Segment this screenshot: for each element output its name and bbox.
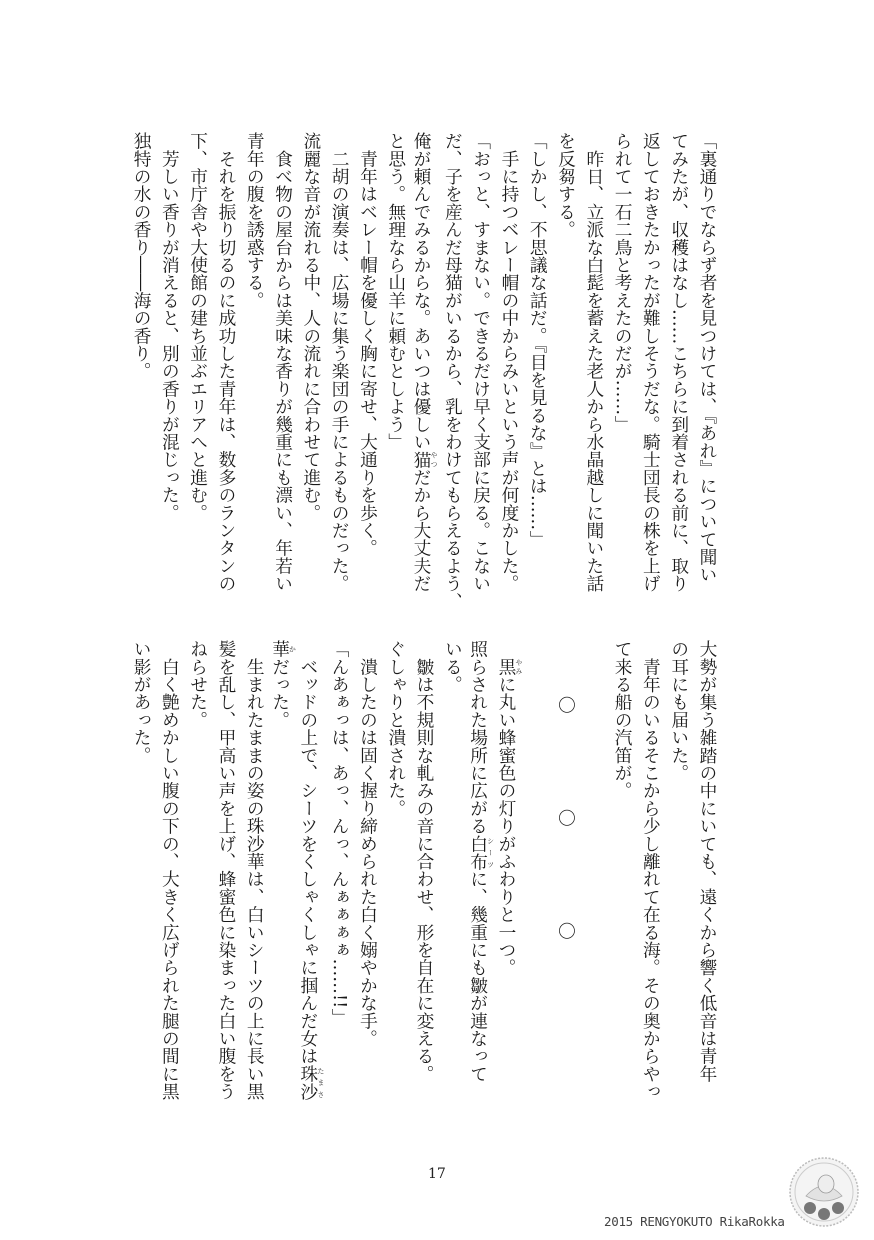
text-segment: 生まれたままの姿の珠沙華は、白いシーツの上に長い黒 <box>244 640 265 1101</box>
text-segment: 返しておきたかったが難しそうだな。騎士団長の株を上げ <box>640 132 661 593</box>
text-line <box>268 640 296 1110</box>
text-segment: 大勢が集う雑踏の中にいても、遠くから響く低音は青年 <box>697 640 717 1083</box>
ruby-base: 珠沙 <box>297 1064 318 1101</box>
text-line <box>155 132 183 602</box>
text-line <box>608 640 636 1110</box>
text-line <box>183 132 211 602</box>
text-segment: 「裏通りでならず者を見つけては、『あれ』について聞い <box>697 132 717 584</box>
text-line <box>297 640 325 1110</box>
ruby-base: 白布 <box>467 834 488 871</box>
ruby-text: たまさ <box>316 1064 325 1101</box>
text-segment: 照らされた場所に広がる <box>467 640 488 835</box>
text-segment: 青年のいるそこから少し離れて在る海。その奥からやっ <box>640 640 661 1101</box>
text-line <box>466 132 494 602</box>
text-line <box>381 132 409 602</box>
text-line <box>438 132 466 610</box>
text-line <box>466 640 494 1110</box>
text-segment: 俺が頼んでみるからな。あいつは優しい <box>411 132 432 451</box>
text-line <box>240 640 268 1110</box>
text-segment: ねらせた。 <box>187 640 208 729</box>
text-segment: 食べ物の屋台からは美味な香りが幾重にも漂い、年若い <box>272 132 293 593</box>
text-segment: 青年はベレー帽を優しく胸に寄せ、大通りを歩く。 <box>357 132 378 557</box>
text-line <box>608 132 636 602</box>
text-segment: ぐしゃりと潰された。 <box>385 640 406 817</box>
ruby-annotation <box>467 834 495 871</box>
text-line <box>268 132 296 602</box>
text-line <box>410 640 438 1110</box>
text-line <box>664 132 692 602</box>
text-block-bottom <box>126 640 721 1110</box>
text-segment: 潰したのは固く握り締められた白く嫋やかな手。 <box>357 640 378 1048</box>
text-segment: てみたが、収穫はなし……こちらに到着される前に、取り <box>668 132 689 593</box>
text-line <box>325 132 353 602</box>
ruby-text: か <box>288 640 297 658</box>
text-segment: 皺は不規則な軋みの音に合わせ、形を自在に変える。 <box>414 640 435 1083</box>
ruby-annotation <box>269 640 297 658</box>
text-segment: ベッドの上で、シーツをくしゃくしゃに掴んだ女は <box>297 640 318 1065</box>
text-segment: 昨日、立派な白髭を蓄えた老人から水晶越しに聞いた話 <box>583 132 604 593</box>
text-line <box>325 640 353 1110</box>
ruby-text: やみ <box>514 657 523 676</box>
text-segment: いる。 <box>442 640 463 694</box>
text-segment: 「しかし、不思議な話だ。『目を見るな』とは……」 <box>527 132 548 548</box>
text-segment <box>496 640 516 658</box>
text-segment: と思う。無理なら山羊に頼むとしよう」 <box>385 132 406 451</box>
text-segment: 流麗な音が流れる中、人の流れに合わせて進む。 <box>300 132 321 522</box>
text-line <box>127 132 155 602</box>
text-line <box>381 640 409 1110</box>
text-block-top <box>126 132 721 610</box>
text-line <box>636 132 664 602</box>
text-segment: の耳にも届いた。 <box>668 640 689 782</box>
footer-credit: 2015 RENGYOKUTO RikaRokka <box>604 1214 785 1229</box>
circle-logo-emblem <box>788 1156 860 1228</box>
text-segment: だから大丈夫だ <box>411 468 432 593</box>
ruby-text: やつ <box>430 450 439 469</box>
text-segment: だ、子を産んだ母猫がいるから、乳をわけてもらえるよう、 <box>442 132 463 610</box>
text-segment: 独特の水の香り――海の香り。 <box>131 132 152 380</box>
text-segment: 白く艶めかしい腹の下の、大きく広げられた腿の間に黒 <box>159 640 180 1101</box>
text-line <box>664 640 692 1110</box>
text-segment: られて一石二鳥と考えたのだが……」 <box>612 132 633 433</box>
text-line <box>523 132 551 602</box>
text-line <box>212 132 240 602</box>
text-line <box>495 132 523 602</box>
text-line <box>240 132 268 602</box>
text-line <box>636 640 664 1110</box>
text-line <box>353 640 381 1110</box>
text-line <box>353 132 381 602</box>
text-line <box>580 640 608 1110</box>
text-segment: い影があった。 <box>131 640 152 764</box>
text-line <box>523 640 551 1110</box>
ruby-annotation <box>297 1064 325 1101</box>
text-line <box>297 132 325 602</box>
page-number: 17 <box>428 1166 446 1182</box>
text-line <box>693 640 721 1110</box>
text-line <box>410 132 438 602</box>
ruby-annotation <box>495 657 523 676</box>
text-segment: それを振り切るのに成功した青年は、数多のランタンの <box>215 132 236 593</box>
text-line <box>127 640 155 1110</box>
ruby-annotation <box>411 450 439 469</box>
text-line <box>580 132 608 602</box>
text-line <box>495 640 523 1110</box>
text-segment: 下、市庁舎や大使館の建ち並ぶエリアへと進む。 <box>187 132 208 522</box>
ruby-base: 黒 <box>495 657 516 676</box>
text-segment: を反芻する。 <box>555 132 576 239</box>
scene-break-circles <box>551 640 579 1110</box>
text-line <box>551 132 579 602</box>
text-segment: だった。 <box>269 657 290 729</box>
ruby-base: 猫 <box>411 450 432 469</box>
text-segment: に丸い蜂蜜色の灯りがふわりと一つ。 <box>495 675 516 977</box>
text-segment: 「おっと、すまない。できるだけ早く支部に戻る。こない <box>470 132 491 593</box>
text-line <box>438 640 466 1110</box>
text-segment: 青年の腹を誘惑する。 <box>244 132 265 309</box>
text-segment: て来る船の汽笛が。 <box>612 640 633 800</box>
text-segment: 髪を乱し、甲高い声を上げ、蜂蜜色に染まった白い腹をう <box>215 640 236 1101</box>
text-line <box>212 640 240 1110</box>
text-line <box>693 132 721 602</box>
text-segment: 手に持つベレー帽の中からみいという声が何度かした。 <box>498 132 519 593</box>
text-segment: 芳しい香りが消えると、別の香りが混じった。 <box>159 132 180 522</box>
ruby-base: 華 <box>269 640 290 658</box>
text-segment: 〇 〇 〇 <box>555 696 576 979</box>
text-segment: 「んあぁっは、あっ、んっ、んぁぁぁぁ……!!」 <box>329 640 350 1026</box>
text-line <box>155 640 183 1110</box>
text-line <box>183 640 211 1110</box>
text-segment: に、幾重にも皺が連なって <box>467 870 488 1083</box>
text-segment: 二胡の演奏は、広場に集う楽団の手によるものだった。 <box>329 132 350 593</box>
ruby-text: シーツ <box>486 834 495 871</box>
